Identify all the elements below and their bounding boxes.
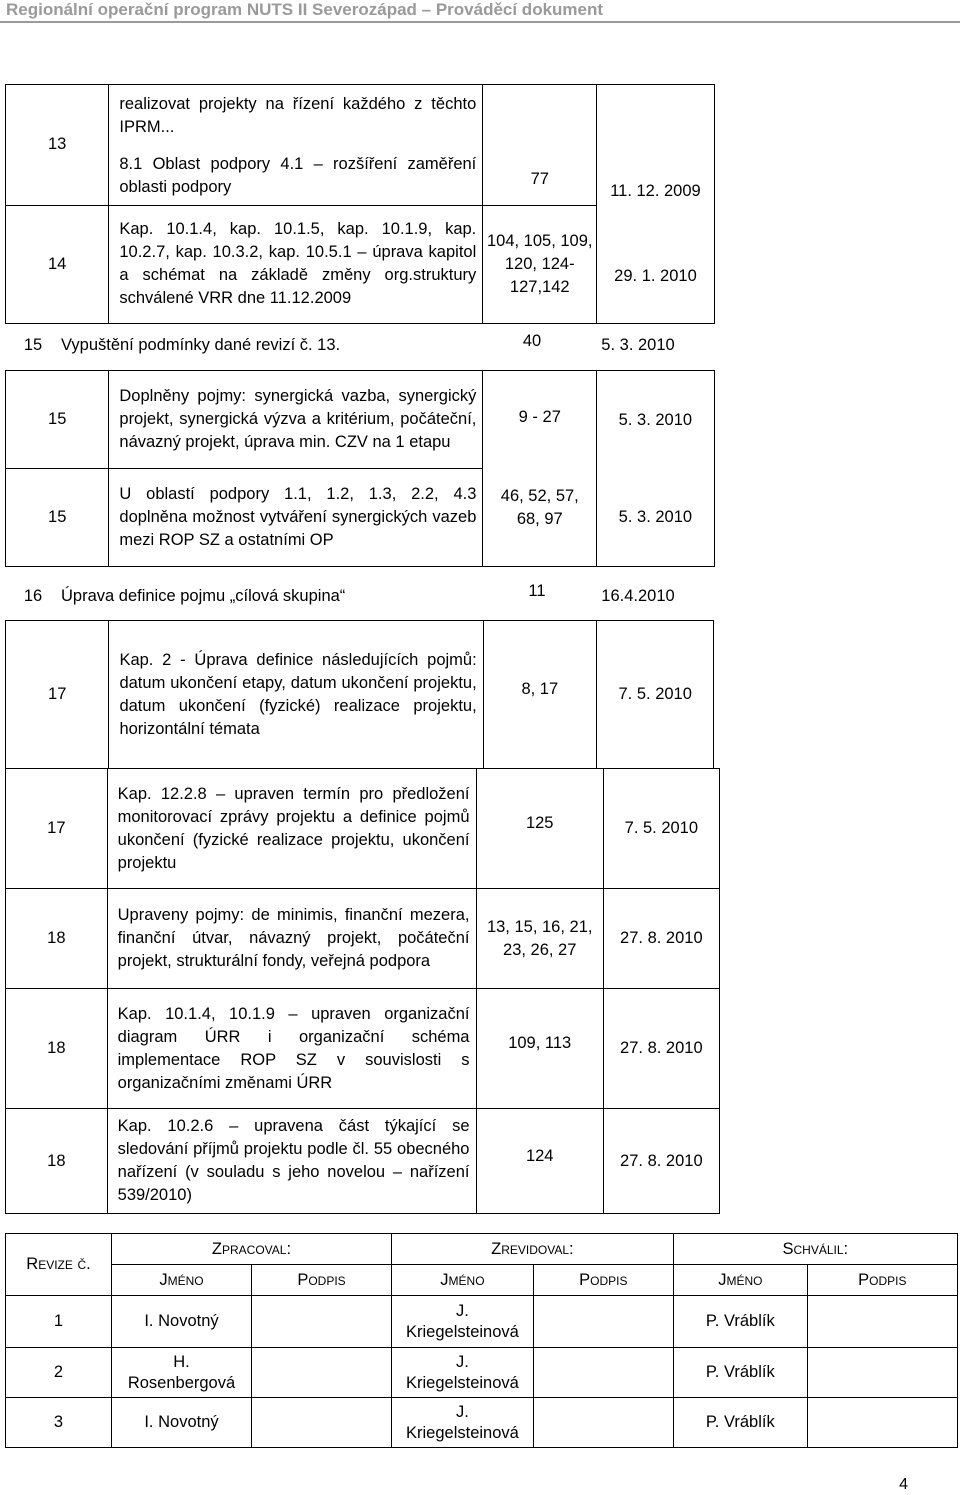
zrevidoval-name: J. Kriegelsteinová — [392, 1348, 534, 1398]
revision-date: 27. 8. 2010 — [603, 989, 719, 1109]
revision-date: 16.4.2010 — [601, 587, 675, 605]
table-row — [6, 621, 960, 769]
revision-date: 7. 5. 2010 — [596, 621, 714, 769]
signature-cell — [252, 1398, 392, 1448]
revision-description: 8.1 Oblast podpory 4.1 – rozšíření zaměření oblasti podpory — [109, 147, 483, 206]
signature-cell — [807, 1398, 957, 1448]
revision-number: 13 — [6, 85, 109, 206]
revision-date: 27. 8. 2010 — [603, 889, 719, 989]
revision-number: 18 — [6, 1109, 108, 1214]
revision-table-e — [5, 768, 960, 1214]
zpracoval-name: I. Novotný — [112, 1296, 252, 1348]
revision-date: 5. 3. 2010 5. 3. 2010 — [597, 371, 714, 567]
revision-number: 14 — [6, 205, 109, 323]
table-row — [6, 1398, 958, 1448]
zrevidoval-header: Zrevidoval: — [392, 1234, 674, 1265]
revision-date: 11. 12. 2009 29. 1. 2010 — [597, 85, 714, 324]
revision-pages: 8, 17 — [483, 621, 596, 769]
schvalil-name: P. Vráblík — [673, 1348, 807, 1398]
revision-number: 3 — [6, 1398, 112, 1448]
revision-number: 15 — [6, 371, 109, 469]
header-rule — [0, 21, 960, 23]
schvalil-name: P. Vráblík — [673, 1398, 807, 1448]
revision-number: 17 — [6, 769, 108, 889]
empty-cell — [719, 769, 960, 1214]
revision-number: 15 — [6, 469, 109, 567]
document-header: Regionální operační program NUTS II Severozápad – Prováděcí dokument — [6, 0, 604, 19]
table-row — [6, 1265, 958, 1296]
signature-table — [5, 1233, 958, 1448]
revision-table-a — [5, 84, 960, 324]
table-row — [5, 580, 697, 613]
signature-cell — [807, 1348, 957, 1398]
zpracoval-header: Zpracoval: — [112, 1234, 392, 1265]
revision-description: Upraveny pojmy: de minimis, finanční mezera, finanční útvar, návazný projekt, počáteční projekt, strukturální fondy, veřejná podpora — [107, 889, 476, 989]
zpracoval-name: H. Rosenbergová — [112, 1348, 252, 1398]
podpis-header: Podpis — [807, 1265, 957, 1296]
jmeno-header: Jméno — [392, 1265, 534, 1296]
revision-description: Kap. 12.2.8 – upraven termín pro předložení monitorovací zprávy projektu a definice pojmů ukončení (fyzické realizace projektu, ukončení projektu — [107, 769, 476, 889]
revision-number: 16 — [23, 587, 43, 605]
table-row — [6, 769, 960, 889]
signature-cell — [807, 1296, 957, 1348]
table-row — [5, 330, 697, 361]
table-row — [6, 85, 960, 147]
jmeno-header: Jméno — [112, 1265, 252, 1296]
revision-number: 18 — [6, 989, 108, 1109]
revision-description: realizovat projekty na řízení každého z těchto IPRM... — [109, 85, 483, 147]
zrevidoval-name: J. Kriegelsteinová — [392, 1398, 534, 1448]
revision-description: Kap. 10.2.6 – upravena část týkající se sledování příjmů projektu podle čl. 55 obecného nařízení (v souladu s jeho novelou – nařízení 539/2010) — [107, 1109, 476, 1214]
revision-description: Kap. 2 - Úprava definice následujících pojmů: datum ukončení etapy, datum ukončení projektu, datum ukončení (fyzické) realizace projektu, horizontální témata — [109, 621, 483, 769]
zrevidoval-name: J. Kriegelsteinová — [392, 1296, 534, 1348]
revision-pages: 40 — [522, 332, 542, 350]
revision-number: 15 — [23, 336, 43, 354]
signature-cell — [533, 1398, 673, 1448]
revision-number: 17 — [6, 621, 109, 769]
revision-number: 2 — [6, 1348, 112, 1398]
revision-pages: 124 — [476, 1109, 603, 1214]
revision-description: Doplněny pojmy: synergická vazba, synergický projekt, synergická výzva a kritérium, počáteční, návazný projekt, úprava min. CZV na 1 etapu — [109, 371, 483, 469]
signature-cell — [252, 1348, 392, 1398]
signature-cell — [252, 1296, 392, 1348]
revision-table-a2 — [5, 330, 697, 361]
revision-description: U oblastí podpory 1.1, 1.2, 1.3, 2.2, 4.3 doplněna možnost vytváření synergických vazeb mezi ROP SZ a ostatními OP — [109, 469, 483, 567]
revision-pages: 104, 105, 109, 120, 124-127,142 — [483, 205, 597, 323]
table-row — [6, 1296, 958, 1348]
revision-number: 1 — [6, 1296, 112, 1348]
podpis-header: Podpis — [252, 1265, 392, 1296]
revision-pages: 9 - 27 46, 52, 57, 68, 97 — [483, 371, 597, 567]
podpis-header: Podpis — [533, 1265, 673, 1296]
schvalil-name: P. Vráblík — [673, 1296, 807, 1348]
revision-description: Kap. 10.1.4, kap. 10.1.5, kap. 10.1.9, kap. 10.2.7, kap. 10.3.2, kap. 10.5.1 – úprava kapitol a schémat na základě změny org.struktury schválené VRR dne 11.12.2009 — [109, 205, 483, 323]
empty-cell — [714, 85, 960, 324]
revision-date: 27. 8. 2010 — [603, 1109, 719, 1214]
revision-description: Kap. 10.1.4, 10.1.9 – upraven organizační diagram ÚRR i organizační schéma implementace ROP SZ v souvislosti s organizačními změnami ÚRR — [107, 989, 476, 1109]
revision-pages: 109, 113 — [476, 989, 603, 1109]
revision-pages: 77 — [483, 85, 597, 206]
revision-number: 18 — [6, 889, 108, 989]
revision-pages: 125 — [476, 769, 603, 889]
table-row — [6, 1234, 958, 1265]
revision-description: Úprava definice pojmu „cílová skupina“ — [61, 587, 346, 605]
revision-pages: 11 — [528, 582, 546, 600]
revision-date: 7. 5. 2010 — [603, 769, 719, 889]
page-number: 4 — [899, 1476, 908, 1493]
revision-table-b — [5, 370, 960, 567]
empty-cell — [714, 371, 960, 567]
zpracoval-name: I. Novotný — [112, 1398, 252, 1448]
revize-header: Revize č. — [6, 1234, 112, 1296]
revision-date: 5. 3. 2010 — [601, 336, 675, 354]
table-row — [6, 371, 960, 469]
revision-table-d — [5, 620, 960, 769]
signature-cell — [533, 1296, 673, 1348]
jmeno-header: Jméno — [673, 1265, 807, 1296]
revision-table-c — [5, 580, 697, 613]
revision-pages: 13, 15, 16, 21, 23, 26, 27 — [476, 889, 603, 989]
empty-cell — [714, 621, 960, 769]
table-row — [6, 1348, 958, 1398]
schvalil-header: Schválil: — [673, 1234, 957, 1265]
signature-cell — [533, 1348, 673, 1398]
revision-description: Vypuštění podmínky dané revizí č. 13. — [61, 336, 341, 354]
